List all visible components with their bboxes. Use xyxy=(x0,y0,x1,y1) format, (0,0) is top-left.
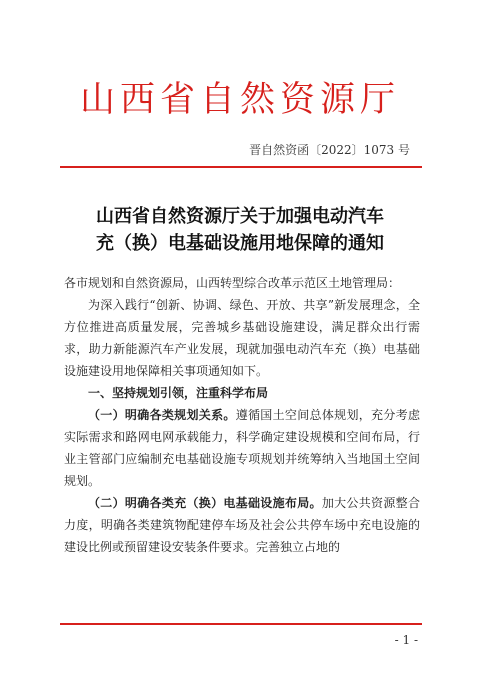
document-number: 晋自然资函〔2022〕1073 号 xyxy=(249,143,410,157)
document-title-line-1: 山西省自然资源厅关于加强电动汽车 xyxy=(96,206,384,227)
document-body xyxy=(64,272,420,558)
item-2-paragraph xyxy=(64,492,420,558)
item-2-text: 加大公共资源整合力度，明确各类建筑物配建停车场及社会公共停车场中充电设施的建设比例或预留建设安装条件要求。完善独立占地的 xyxy=(64,496,420,554)
document-title-line-2: 充（换）电基础设施用地保障的通知 xyxy=(96,233,384,254)
item-2-label: （二）明确各类充（换）电基础设施布局。 xyxy=(88,496,322,510)
red-divider-top xyxy=(60,166,422,168)
item-1-label: （一）明确各类规划关系。 xyxy=(88,408,236,422)
item-1-text: 遵循国土空间总体规划，充分考虑实际需求和路网电网承载能力，科学确定建设规模和空间布局，行业主管部门应编制充电基础设施专项规划并统筹纳入当地国土空间规划。 xyxy=(64,408,420,488)
section-1-heading: 一、坚持规划引领，注重科学布局 xyxy=(88,386,269,400)
intro-paragraph: 为深入践行“创新、协调、绿色、开放、共享”新发展理念，全方位推进高质量发展，完善城乡基础设施建设，满足群众出行需求，助力新能源汽车产业发展，现就加强电动汽车充（换）电基础设施建设用地保障相关事项通知如下。 xyxy=(64,298,420,378)
document-title xyxy=(0,203,480,257)
org-title: 山西省自然资源厅 xyxy=(79,80,400,120)
red-divider-bottom xyxy=(60,623,422,625)
page-number: - 1 - xyxy=(394,633,418,647)
addressee: 各市规划和自然资源局，山西转型综合改革示范区土地管理局： xyxy=(64,276,401,290)
item-1-paragraph xyxy=(64,404,420,492)
